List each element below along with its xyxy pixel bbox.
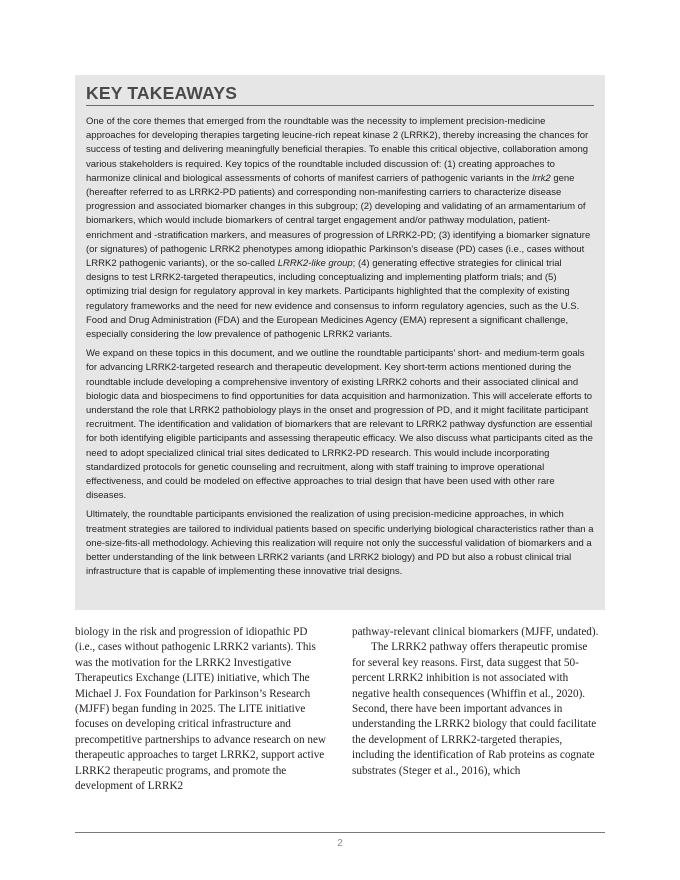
key-takeaways-p1-text-a: One of the core themes that emerged from the roundtable was the necessity to implement precision-medicine approaches for developing therapies targeting leucine-rich repeat kinase 2 (LRRK2), thereby increasing the chances for success of testing and delivering meaningfully beneficial therapies. To enable this critical objective, collaboration among various stakeholders is required. Key topics of the roundtable included discussion of: (1) creating approaches to harmonize clinical and biological assessments of cohorts of manifest carriers of pathogenic variants in the: [86, 116, 589, 184]
key-takeaways-paragraph-3: Ultimately, the roundtable participants envisioned the realization of using precision-medicine approaches, in which treatment strategies are tailored to individual patients based on specific underlying biological characteristics rather than a one-size-fits-all methodology. Achieving this realization will require not only the successful validation of biomarkers and a better understanding of the link between LRRK2 variants (and LRRK2 biology) and PD but also a robust clinical trial infrastructure that is capable of implementing these innovative trial designs.: [86, 509, 594, 578]
body-column-right: [352, 625, 603, 779]
key-takeaways-title: KEY TAKEAWAYS: [86, 82, 594, 106]
lrrk2-like-group-italic: LRRK2-like group: [277, 258, 353, 270]
footer-rule: [75, 832, 605, 833]
key-takeaways-paragraph-2: We expand on these topics in this document, and we outline the roundtable participants’ short- and medium-term goals for advancing LRRK2-targeted research and therapeutic development. Key short-term actions mentioned during the roundtable include developing a comprehensive inventory of existing LRRK2 cohorts and their associated clinical and biologic data and biospecimens to find opportunities for data acquisition and harmonization. This will accelerate efforts to understand the role that LRRK2 pathobiology plays in the onset and progression of PD, and it might facilitate participant recruitment. The identification and validation of biomarkers that are relevant to LRRK2 pathway dysfunction are essential for both identifying eligible participants and assessing therapeutic efficacy. We also discuss what participants cited as the need to adopt specialized clinical trial sites dedicated to LRRK2-PD research. This would include incorporating standardized protocols for genetic counseling and recruitment, along with staff training to improve operational effectiveness, and could be modeled on effective approaches to trial design that have been used with other rare diseases.: [86, 348, 593, 502]
body-paragraph-right-2: The LRRK2 pathway offers therapeutic promise for several key reasons. First, data suggest that 50-percent LRRK2 inhibition is not associated with negative health consequences (Whiffin et al., 2020). Second, there have been important advances in understanding the LRRK2 biology that could facilitate the development of LRRK2-targeted therapies, including the identification of Rab proteins as cognate substrates (Steger et al., 2016), which: [352, 641, 597, 777]
body-paragraph-right-1: pathway-relevant clinical biomarkers (MJFF, undated).: [352, 626, 599, 638]
body-paragraph-left: biology in the risk and progression of idiopathic PD (i.e., cases without pathogenic LRRK2 variants). This was the motivation for the LRRK2 Investigative Therapeutics Exchange (LITE) initiative, which The Michael J. Fox Foundation for Parkinson’s Research (MJFF) began funding in 2025. The LITE initiative focuses on developing critical infrastructure and precompetitive partnerships to advance research on new therapeutic approaches to target LRRK2, support active LRRK2 therapeutic programs, and promote the development of LRRK2: [75, 626, 326, 793]
page-number: 2: [337, 838, 343, 849]
key-takeaways-p1-text-c: ; (4) generating effective strategies for clinical trial designs to test LRRK2-targeted therapeutics, including conceptualizing and implementing platform trials; and (5) optimizing trial design for regulatory approval in key markets. Participants highlighted that the complexity of existing regulatory frameworks and the need for new evidence and consensus to inform regulatory agencies, such as the U.S. Food and Drug Administration (FDA) and the European Medicines Agency (EMA) represent a significant challenge, especially considering the low prevalence of pathogenic LRRK2 variants.: [86, 258, 580, 341]
gene-name-italic: lrrk2: [532, 172, 551, 184]
body-column-left: [75, 625, 326, 794]
key-takeaways-box: [75, 75, 605, 610]
key-takeaways-paragraph-1: [86, 115, 594, 342]
key-takeaways-p1-text-b: gene (hereafter referred to as LRRK2-PD patients) and corresponding non-manifesting carriers to characterize disease progression and associated biomarker changes in this subgroup; (2) developing and validating of an armamentarium of biomarkers, which would include biomarkers of central target engagement and/or pathway modulation, patient-enrichment and -stratification markers, and measures of progression of LRRK2-PD; (3) identifying a biomarker signature (or signatures) of pathogenic LRRK2 phenotypes among idiopathic Parkinson’s disease (PD) cases (i.e., cases without LRRK2 pathogenic variants), or the so-called: [86, 172, 591, 270]
